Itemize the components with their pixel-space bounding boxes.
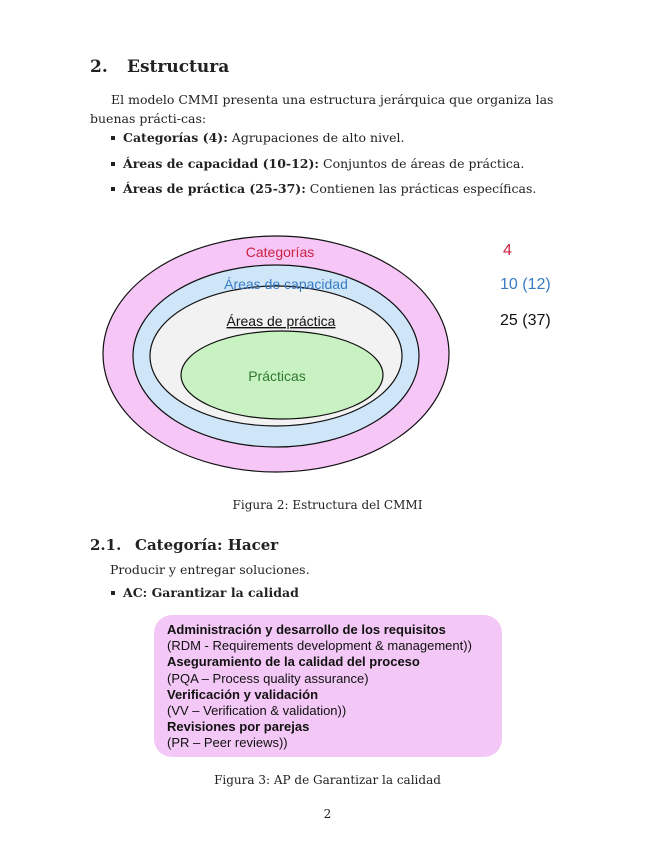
- label-areas-practica: Áreas de práctica: [226, 313, 336, 329]
- section-title: Estructura: [127, 57, 230, 77]
- subsection-number: 2.1.: [90, 536, 122, 554]
- practice-area-desc: (VV – Verification & validation)): [167, 702, 347, 718]
- list-item: [109, 181, 536, 207]
- section-heading: [90, 57, 229, 77]
- list-item-term: Áreas de capacidad (10-12):: [123, 155, 320, 171]
- subsection-text: Producir y entregar soluciones.: [110, 562, 310, 577]
- figure-caption: Figura 3: AP de Garantizar la calidad: [214, 773, 441, 787]
- practice-area-title: Verificación y validación: [167, 686, 319, 702]
- practice-areas-box: [154, 615, 502, 757]
- list-item: [109, 130, 536, 156]
- list-item-text: Conjuntos de áreas de práctica.: [319, 155, 525, 171]
- label-areas-capacidad: Áreas de capacidad: [224, 276, 348, 292]
- practice-area-title: Aseguramiento de la calidad del proceso: [167, 654, 420, 670]
- list-item-text: Contienen las prácticas específicas.: [305, 181, 537, 196]
- figure-caption: Figura 2: Estructura del CMMI: [232, 498, 423, 512]
- cmmi-structure-diagram: [90, 228, 570, 478]
- intro-paragraph: El modelo CMMI presenta una estructura jerárquica que organiza las buenas prácti-cas:: [90, 92, 554, 126]
- structure-list: [109, 130, 536, 207]
- page-number: 2: [323, 807, 332, 821]
- count-areas-capacidad: 10 (12): [500, 276, 551, 293]
- practice-area-desc: (PQA – Process quality assurance): [167, 670, 369, 686]
- label-categorias: Categorías: [245, 244, 315, 260]
- list-item-term: Categorías (4):: [123, 130, 228, 145]
- section-number: 2.: [90, 57, 108, 77]
- list-item-term: Áreas de práctica (25-37):: [123, 181, 306, 196]
- label-practicas: Prácticas: [248, 368, 306, 384]
- list-item: [109, 156, 536, 182]
- count-areas-practica: 25 (37): [500, 312, 551, 329]
- subsection-heading: [90, 536, 278, 554]
- subsection-title: Categoría: Hacer: [135, 536, 279, 554]
- count-categorias: 4: [503, 242, 512, 259]
- practice-area-desc: (PR – Peer reviews)): [167, 735, 288, 751]
- practice-area-desc: (RDM - Requirements development & management)): [167, 638, 472, 654]
- practice-area-title: Revisiones por parejas: [167, 719, 310, 735]
- list-item-text: Agrupaciones de alto nivel.: [227, 130, 405, 145]
- ac-list-item: AC: Garantizar la calidad: [109, 585, 299, 600]
- practice-area-title: Administración y desarrollo de los requisitos: [167, 622, 446, 637]
